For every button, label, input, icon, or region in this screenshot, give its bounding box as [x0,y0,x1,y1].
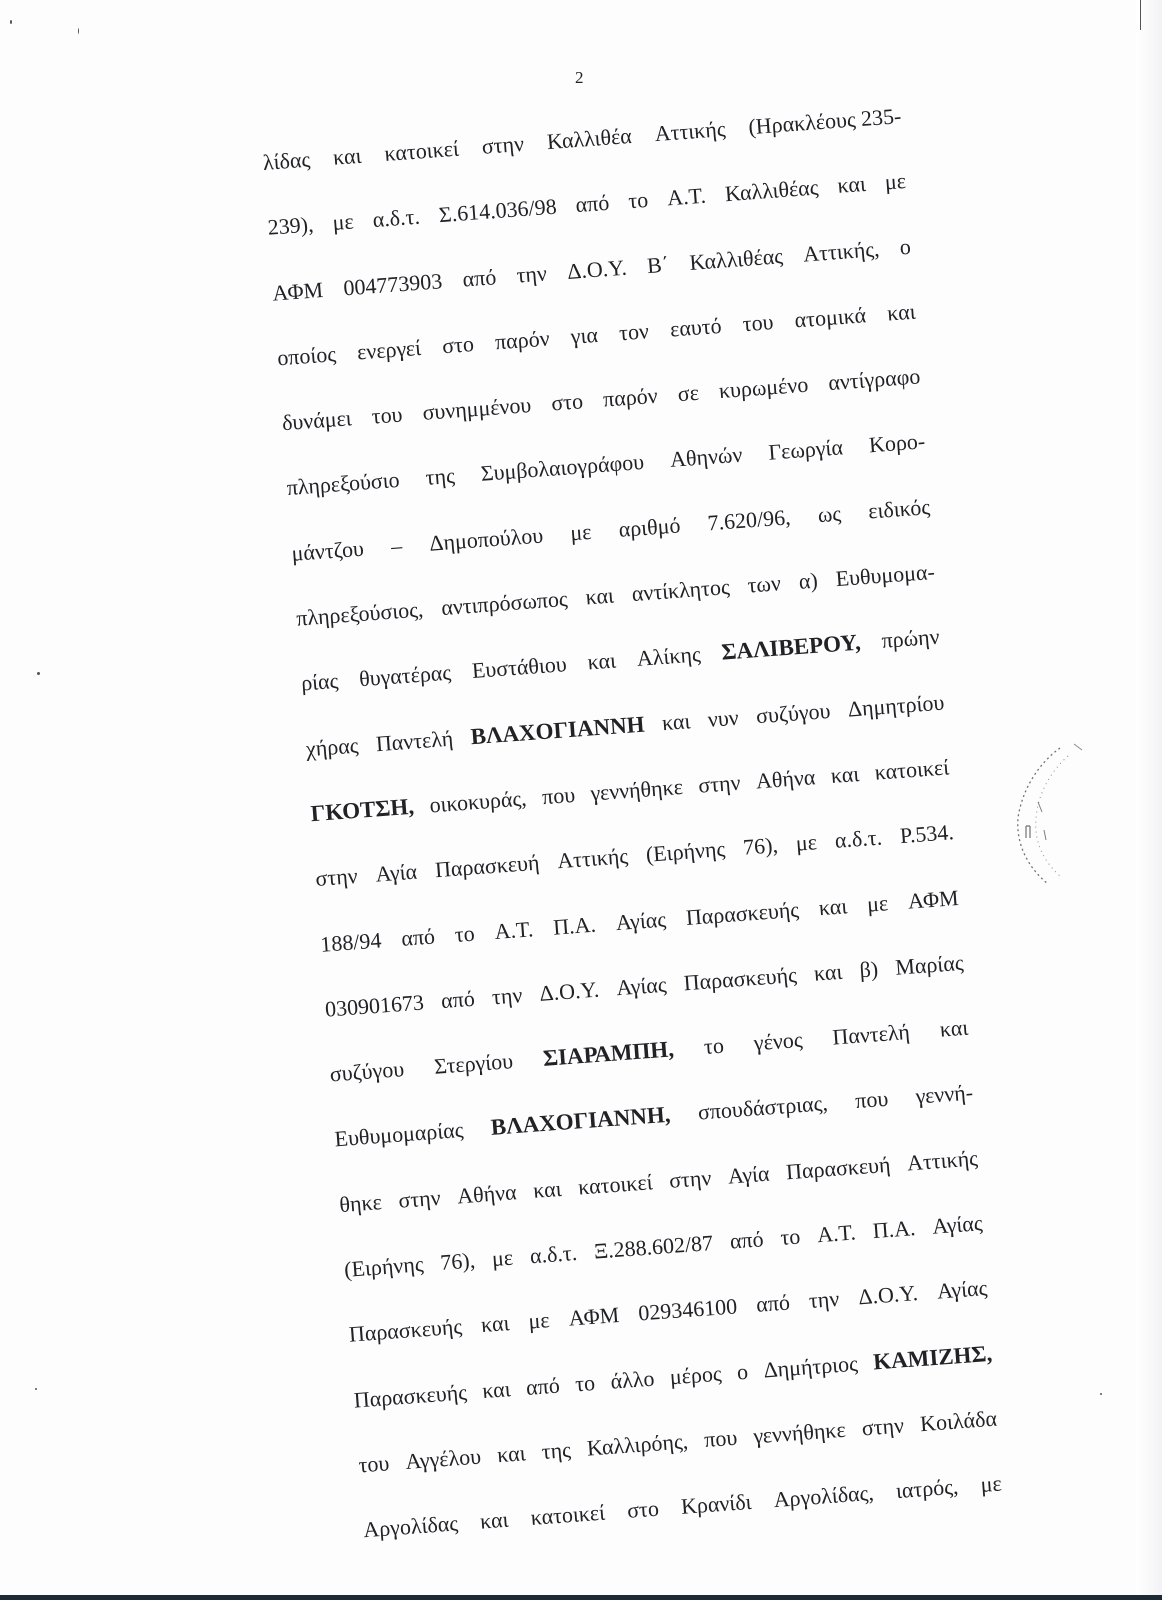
text-word: συζύγου [755,697,832,728]
text-word: 188/94 [319,926,383,957]
bold-name-word: ΣΙΑΡΑΜΠΗ, [542,1036,675,1071]
text-word: Μαρίας [894,949,965,980]
text-word: στην [697,769,742,798]
text-word: οικοκυράς, [428,785,528,818]
text-word: και [532,1175,563,1203]
text-word: 239), [266,211,315,241]
text-word: παρόν [494,325,551,355]
text-word: θυγατέρας [358,659,452,692]
text-word: άλλο [609,1365,656,1394]
text-word: Αργολίδας [362,1510,459,1543]
text-word: και [584,582,615,610]
text-word: 029346100 [637,1293,738,1326]
text-word: το [779,1223,802,1250]
text-word: Ευθυμομαρίας [333,1117,465,1152]
text-word: 004773903 [342,267,444,300]
text-word: Ευστάθιου [471,651,568,684]
text-word: Καλλιθέα [546,122,633,155]
text-word: α.δ.τ. [371,203,421,233]
text-word: Ξ.288.602/87 [593,1229,714,1264]
text-word: Στεργίου [433,1048,514,1079]
text-word: Κοιλάδα [919,1405,998,1437]
text-word: αντίγραφο [827,363,922,396]
text-word: νυν [706,704,740,732]
text-word: ρίας [300,668,340,696]
text-word: 030901673 [324,989,425,1022]
text-word: που [541,781,576,810]
text-word: κατοικεί [577,1168,654,1200]
text-word: των [746,570,782,598]
text-word: Αθήνα [456,1178,518,1209]
text-word: για [569,321,599,349]
text-word: στην [480,130,525,159]
text-word: Αγίας [615,971,668,1001]
text-word: την [491,982,524,1010]
text-word: Αγία [727,1160,771,1189]
text-word: Αγίας [936,1275,989,1304]
text-word: και [481,1375,512,1403]
text-word: που [703,1424,739,1452]
text-word: 76), [742,832,779,860]
text-word: (Ηρακλέους 235- [747,103,903,140]
text-word: Συμβολαιογράφου [479,449,645,487]
text-word: την [808,1286,841,1314]
text-word: Δημήτριος [762,1350,859,1383]
text-word: της [424,463,456,491]
text-word: τον [618,318,650,346]
text-word: Αττικής, [802,235,881,267]
text-word: και [661,707,692,735]
text-word: α.δ.τ. [529,1239,578,1269]
text-word: Παρασκευής [682,961,798,996]
text-word: Αττικής [653,116,727,147]
text-word: ΑΦΜ [567,1302,621,1331]
text-word: Ευθυμομα- [834,558,936,592]
text-word: το [627,187,650,214]
text-word: Π.Α. [552,911,597,940]
text-word: δυνάμει [281,405,353,436]
text-word: συνημμένου [421,392,533,426]
text-word: το [453,920,476,947]
text-word: ιατρός, [895,1473,960,1504]
text-word: Β΄ [646,251,670,278]
text-word: 76), [439,1247,476,1275]
text-word: χήρας [305,732,360,762]
text-word: και [938,1014,970,1042]
text-word: Αργολίδας, [772,1480,875,1513]
text-word: στο [626,1495,660,1524]
bold-name-word: ΒΛΑΧΟΓΙΑΝΝΗ, [489,1102,672,1141]
text-word: αντίκλητος [630,574,731,607]
text-word: και [829,760,861,788]
text-word: και [886,298,917,326]
text-word: Παρασκευής [348,1313,463,1348]
text-word: μάντζου [290,535,365,566]
text-word: Κορο- [868,428,926,458]
text-word: στην [314,863,359,892]
text-word: από [728,1226,765,1254]
text-word: από [574,190,611,218]
text-word: και [836,171,867,199]
text-word: Δημοπούλου [428,522,544,556]
text-word: ο [736,1358,749,1385]
text-word: εαυτό [669,312,723,342]
bold-name-word: ΓΚΟΤΣΗ, [309,793,415,827]
text-word: Α.Τ. [666,182,707,211]
text-word: Παρασκευής [352,1379,468,1413]
text-word: σε [676,379,700,407]
text-word: και [586,647,617,675]
bold-name-word: ΒΛΑΧΟΓΙΑΝΝΗ [469,711,646,749]
text-word: κατοικεί [383,135,460,167]
text-word: ο [898,233,912,260]
text-word: στην [397,1184,442,1213]
text-word: Παντελή [374,725,455,756]
text-word: Ρ.534. [899,819,955,849]
text-word: από [400,923,436,951]
text-word: Γεωργία [767,434,844,466]
text-word: κατοικεί [873,754,950,785]
text-word: Αθήνα [755,764,817,794]
text-word: Παρασκευής [684,896,800,930]
text-word: Α.Τ. [816,1219,857,1248]
text-word: στην [668,1164,713,1193]
text-word: με [527,1307,551,1334]
text-word: γεννήθηκε [752,1416,847,1449]
text-word: ατομικά [793,302,867,333]
text-word: και [817,892,848,920]
text-word: (Ειρήνης [645,836,726,868]
text-word: με [883,168,907,195]
text-word: από [755,1289,791,1318]
text-word: του [357,1450,391,1478]
text-word: του [370,401,404,429]
text-word: Αττικής [556,843,629,874]
text-word: ενεργεί [356,334,422,365]
text-word: οποίος [276,341,337,371]
text-word: Αγίας [614,906,667,935]
text-word: στο [441,330,475,359]
text-word: πληρεξούσιο [285,467,401,501]
text-word: Αττικής [906,1145,979,1176]
text-word: α.δ.τ. [833,824,883,854]
text-word: θηκε [338,1188,383,1217]
text-word: συζύγου [328,1056,405,1087]
text-word: πληρεξούσιος, [295,596,425,631]
text-word: με [866,889,889,917]
text-word: και [480,1310,511,1338]
text-word: 7.620/96, [706,504,792,536]
text-word: και [813,958,844,986]
bold-name-word: ΚΑΜΙΖΗΣ, [872,1340,993,1375]
text-word: σπουδάστριας, [697,1090,829,1126]
text-word: κυρωμένο [718,371,810,404]
text-word: Καλλιθέας [724,174,820,207]
text-word: Παρασκευή [785,1151,892,1185]
text-word: Παρασκευή [434,849,541,883]
scan-speck [10,20,12,24]
document-body-text [262,103,1005,1583]
text-word: λίδας [262,146,311,175]
text-word: παρόν [602,382,659,412]
text-word: με [569,518,593,546]
text-word: Καλλιρόης, [586,1428,689,1461]
scan-speck [78,28,79,34]
text-word: ΑΦΜ [271,276,324,306]
text-word: β) [858,955,879,983]
text-word: το [574,1369,596,1396]
text-word: αριθμό [617,512,682,542]
text-word: – [390,532,403,559]
text-word: γεννή- [914,1079,974,1110]
page-number: 2 [575,68,584,87]
text-word: με [979,1470,1003,1498]
text-word: Αθηνών [669,442,744,473]
text-word: στην [860,1412,905,1441]
text-word: από [461,263,498,292]
text-word: και [496,1440,527,1468]
text-word: Κρανίδι [680,1489,753,1520]
scan-border-right [1136,0,1162,1600]
text-word: ως [816,500,842,528]
scan-speck [37,672,40,675]
text-word: Σ.614.036/98 [437,193,558,228]
text-word: από [440,985,476,1013]
text-word: Δ.Ο.Υ. [538,976,600,1006]
scan-speck [35,1388,37,1390]
text-word: Δημητρίου [846,689,946,722]
text-word: (Ειρήνης [343,1251,425,1282]
text-word: το [703,1032,725,1060]
bold-name-word: ΣΑΛΙΒΕΡΟΥ, [720,629,862,666]
text-word: με [491,1244,514,1272]
text-word: του [741,308,775,337]
text-word: Δ.Ο.Υ. [566,254,628,284]
text-word: στο [550,388,584,416]
text-word: Δ.Ο.Υ. [857,1280,919,1310]
text-word: αντιπρόσωπος [440,585,569,621]
text-word: Παντελή [831,1019,911,1050]
text-word: Π.Α. [871,1215,917,1244]
scan-speck [1100,1393,1102,1395]
text-word: και [332,142,363,170]
text-word: πρώην [880,624,941,654]
text-word: Αγίας [931,1210,984,1239]
text-word: Αλίκης [635,641,702,672]
text-word: Καλλιθέας [688,242,784,275]
text-word: της [540,1436,572,1464]
text-word: μέρος [668,1360,723,1390]
scan-border-bottom [0,1595,1162,1600]
text-word: γεννήθηκε [589,773,684,806]
text-word: με [331,208,355,236]
text-word: που [854,1086,890,1114]
text-word: Αγία [374,858,418,887]
text-word: από [525,1372,561,1400]
partial-stamp-mark [1008,742,1088,892]
text-word: ΑΦΜ [907,884,960,914]
text-word: ειδικός [867,493,931,524]
text-word: με [794,829,818,856]
text-word: γένος [752,1027,804,1056]
text-word: Αγγέλου [404,1443,482,1474]
text-word: κατοικεί [529,1499,606,1531]
text-word: και [479,1506,510,1534]
text-word: α) [797,567,819,594]
text-word: την [515,260,548,288]
text-word: Α.Τ. [493,915,535,944]
